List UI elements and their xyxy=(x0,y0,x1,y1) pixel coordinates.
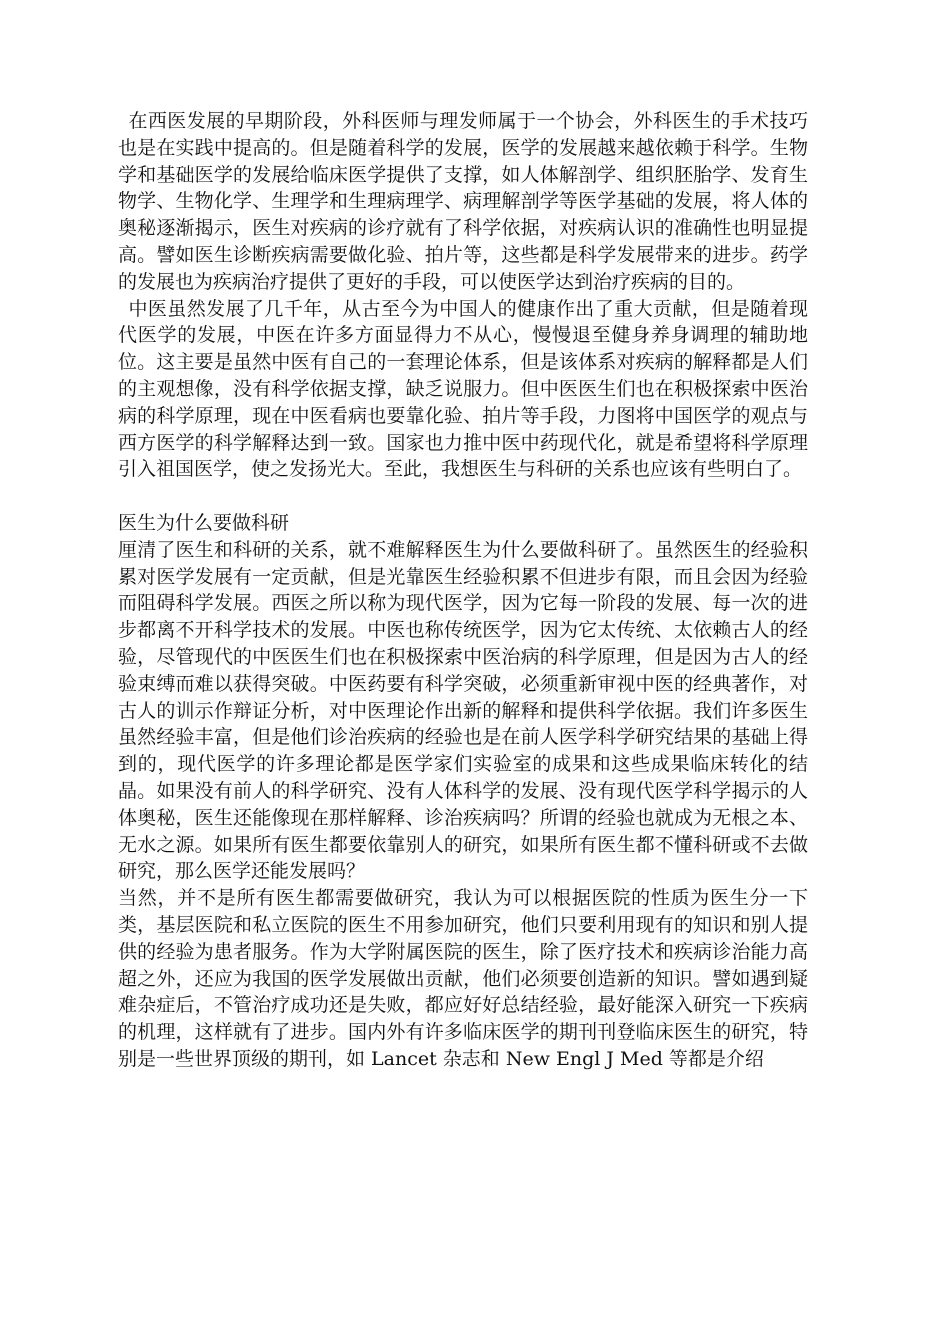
paragraph-western-medicine-history: 在西医发展的早期阶段，外科医师与理发师属于一个协会，外科医生的手术技巧也是在实践中提高的。但是随着科学的发展，医学的发展越来越依赖于科学。生物学和基础医学的发展给临床医学提供了支撑，如人体解剖学、组织胚胎学、发育生物学、生物化学、生理学和生理病理学、病理解剖学等医学基础的发展，将人体的奥秘逐渐揭示，医生对疾病的诊疗就有了科学依据，对疾病认识的准确性也明显提高。譬如医生诊断疾病需要做化验、拍片等，这些都是科学发展带来的进步。药学的发展也为疾病治疗提供了更好的手段，可以使医学达到治疗疾病的目的。 xyxy=(118,110,808,293)
paragraph-chinese-medicine: 中医虽然发展了几千年，从古至今为中国人的健康作出了重大贡献，但是随着现代医学的发展，中医在许多方面显得力不从心，慢慢退至健身养身调理的辅助地位。这主要是虽然中医有自己的一套理论体系，但是该体系对疾病的解释都是人们的主观想像，没有科学依据支撑，缺乏说服力。但中医医生们也在积极探索中医治病的科学原理，现在中医看病也要靠化验、拍片等手段，力图将中国医学的观点与西方医学的科学解释达到一致。国家也力推中医中药现代化，就是希望将科学原理引入祖国医学，使之发扬光大。至此，我想医生与科研的关系也应该有些明白了。 xyxy=(118,297,808,481)
section-heading: 医生为什么要做科研 xyxy=(118,511,290,534)
paragraph-hospital-classification: 当然，并不是所有医生都需要做研究，我认为可以根据医院的性质为医生分一下类，基层医院和私立医院的医生不用参加研究，他们只要利用现有的知识和别人提供的经验为患者服务。作为大学附属医院的医生，除了医疗技术和疾病诊治能力高超之外，还应为我国的医学发展做出贡献，他们必须要创造新的知识。譬如遇到疑难杂症后，不管治疗成功还是失败，都应好好总结经验，最好能深入研究一下疾病的机理，这样就有了进步。国内外有许多临床医学的期刊刊登临床医生的研究，特别是一些世界顶级的期刊，如 Lancet 杂志和 New Engl J Med 等都是介绍 xyxy=(118,887,808,1070)
paragraph-why-research: 厘清了医生和科研的关系，就不难解释医生为什么要做科研了。虽然医生的经验积累对医学发展有一定贡献，但是光靠医生经验积累不但进步有限，而且会因为经验而阻碍科学发展。西医之所以称为现代医学，因为它每一阶段的发展、每一次的进步都离不开科学技术的发展。中医也称传统医学，因为它太传统、太依赖古人的经验，尽管现代的中医医生们也在积极探索中医治病的科学原理，但是因为古人的经验束缚而难以获得突破。中医药要有科学突破，必须重新审视中医的经典著作，对古人的训示作辩证分析，对中医理论作出新的解释和提供科学依据。我们许多医生虽然经验丰富，但是他们诊治疾病的经验也是在前人医学科学研究结果的基础上得到的，现代医学的许多理论都是医学家们实验室的成果和这些成果临床转化的结晶。如果没有前人的科学研究、没有人体科学的发展、没有现代医学科学揭示的人体奥秘，医生还能像现在那样解释、诊治疾病吗？所谓的经验也就成为无根之本、无水之源。如果所有医生都要依靠别人的研究，如果所有医生都不懂科研或不去做研究，那么医学还能发展吗？ xyxy=(118,538,808,883)
blank-line xyxy=(118,483,808,510)
document-page xyxy=(118,108,808,1073)
